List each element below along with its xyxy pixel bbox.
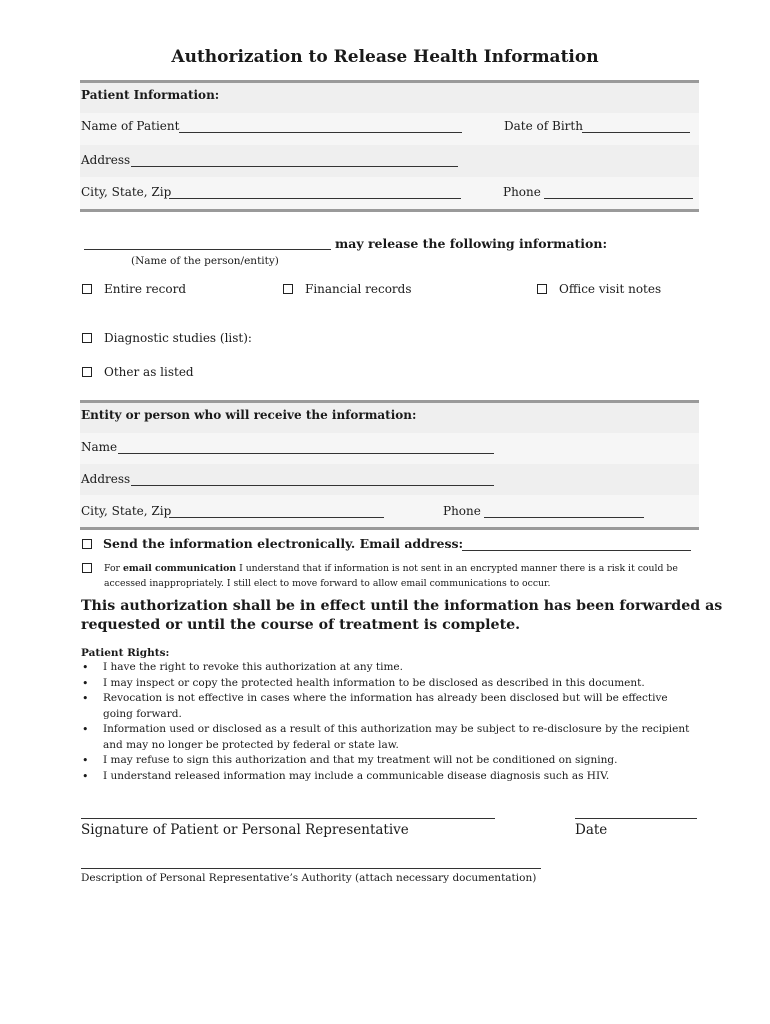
recipient-heading: Entity or person who will receive the information: (81, 408, 417, 422)
date-of-birth-label: Date of Birth (504, 119, 583, 133)
list-item: • Revocation is not effective in cases where the information has already been disclosed but will be effective going forward. (81, 691, 696, 722)
recipient-phone-label: Phone (443, 504, 481, 518)
recipient-city-label: City, State, Zip (81, 504, 172, 518)
list-item: • I understand released information may include a communicable disease diagnosis such as HIV. (81, 769, 696, 785)
authority-label: Description of Personal Representative’s Authority (attach necessary documentation) (81, 872, 537, 884)
authorization-statement-line2: requested or until the course of treatment is complete. (81, 617, 521, 633)
patient-address-field[interactable] (131, 155, 458, 167)
list-item: • I have the right to revoke this authorization at any time. (81, 660, 696, 676)
email-note-line1: For email communication I understand that if information is not sent in an encrypted manner there is a risk it could be (104, 563, 678, 574)
list-item: • Information used or disclosed as a result of this authorization may be subject to re-disclosure by the recipient and may no longer be protected by federal or state law. (81, 722, 696, 753)
patient-phone-label: Phone (503, 185, 541, 199)
email-note-line2: accessed inappropriately. I still elect to move forward to allow email communications to occur. (104, 578, 551, 589)
financial-records-label: Financial records (305, 282, 412, 296)
patient-name-field[interactable] (179, 121, 462, 133)
email-communication-checkbox[interactable] (82, 563, 92, 573)
send-electronically-label: Send the information electronically. Email address: (103, 536, 464, 551)
entire-record-checkbox[interactable] (82, 284, 92, 294)
email-address-field[interactable] (462, 539, 691, 551)
patient-city-field[interactable] (169, 187, 461, 199)
signature-line[interactable] (81, 818, 495, 819)
send-electronically-checkbox[interactable] (82, 539, 92, 549)
patient-name-label: Name of Patient (81, 119, 180, 133)
date-of-birth-field[interactable] (582, 121, 690, 133)
list-item: • I may refuse to sign this authorization and that my treatment will not be conditioned on signing. (81, 753, 696, 769)
recipient-name-label: Name (81, 440, 118, 454)
date-line[interactable] (575, 818, 697, 819)
office-visit-notes-label: Office visit notes (559, 282, 662, 296)
patient-address-label: Address (81, 153, 131, 167)
recipient-address-label: Address (81, 472, 131, 486)
recipient-city-field[interactable] (169, 506, 384, 518)
entity-caption: (Name of the person/entity) (131, 255, 279, 267)
authority-line[interactable] (81, 868, 541, 869)
authorization-statement-line1: This authorization shall be in effect until the information has been forwarded as (81, 598, 723, 614)
releasing-entity-field[interactable] (84, 238, 331, 250)
financial-records-checkbox[interactable] (283, 284, 293, 294)
recipient-phone-field[interactable] (484, 506, 644, 518)
patient-rights-list (81, 660, 696, 784)
patient-rights-heading: Patient Rights: (81, 647, 170, 659)
diagnostic-studies-checkbox[interactable] (82, 333, 92, 343)
patient-phone-field[interactable] (544, 187, 693, 199)
entire-record-label: Entire record (104, 282, 187, 296)
other-checkbox[interactable] (82, 367, 92, 377)
signature-label: Signature of Patient or Personal Representative (81, 822, 409, 838)
list-item: • I may inspect or copy the protected health information to be disclosed as described in this document. (81, 676, 696, 692)
diagnostic-studies-label: Diagnostic studies (list): (104, 331, 252, 345)
office-visit-notes-checkbox[interactable] (537, 284, 547, 294)
patient-city-label: City, State, Zip (81, 185, 172, 199)
date-label: Date (575, 822, 608, 838)
recipient-address-field[interactable] (131, 474, 494, 486)
release-statement: may release the following information: (335, 236, 608, 251)
recipient-name-field[interactable] (118, 442, 494, 454)
other-label: Other as listed (104, 365, 194, 379)
patient-info-heading: Patient Information: (81, 88, 220, 102)
form-title: Authorization to Release Health Information (171, 47, 599, 67)
